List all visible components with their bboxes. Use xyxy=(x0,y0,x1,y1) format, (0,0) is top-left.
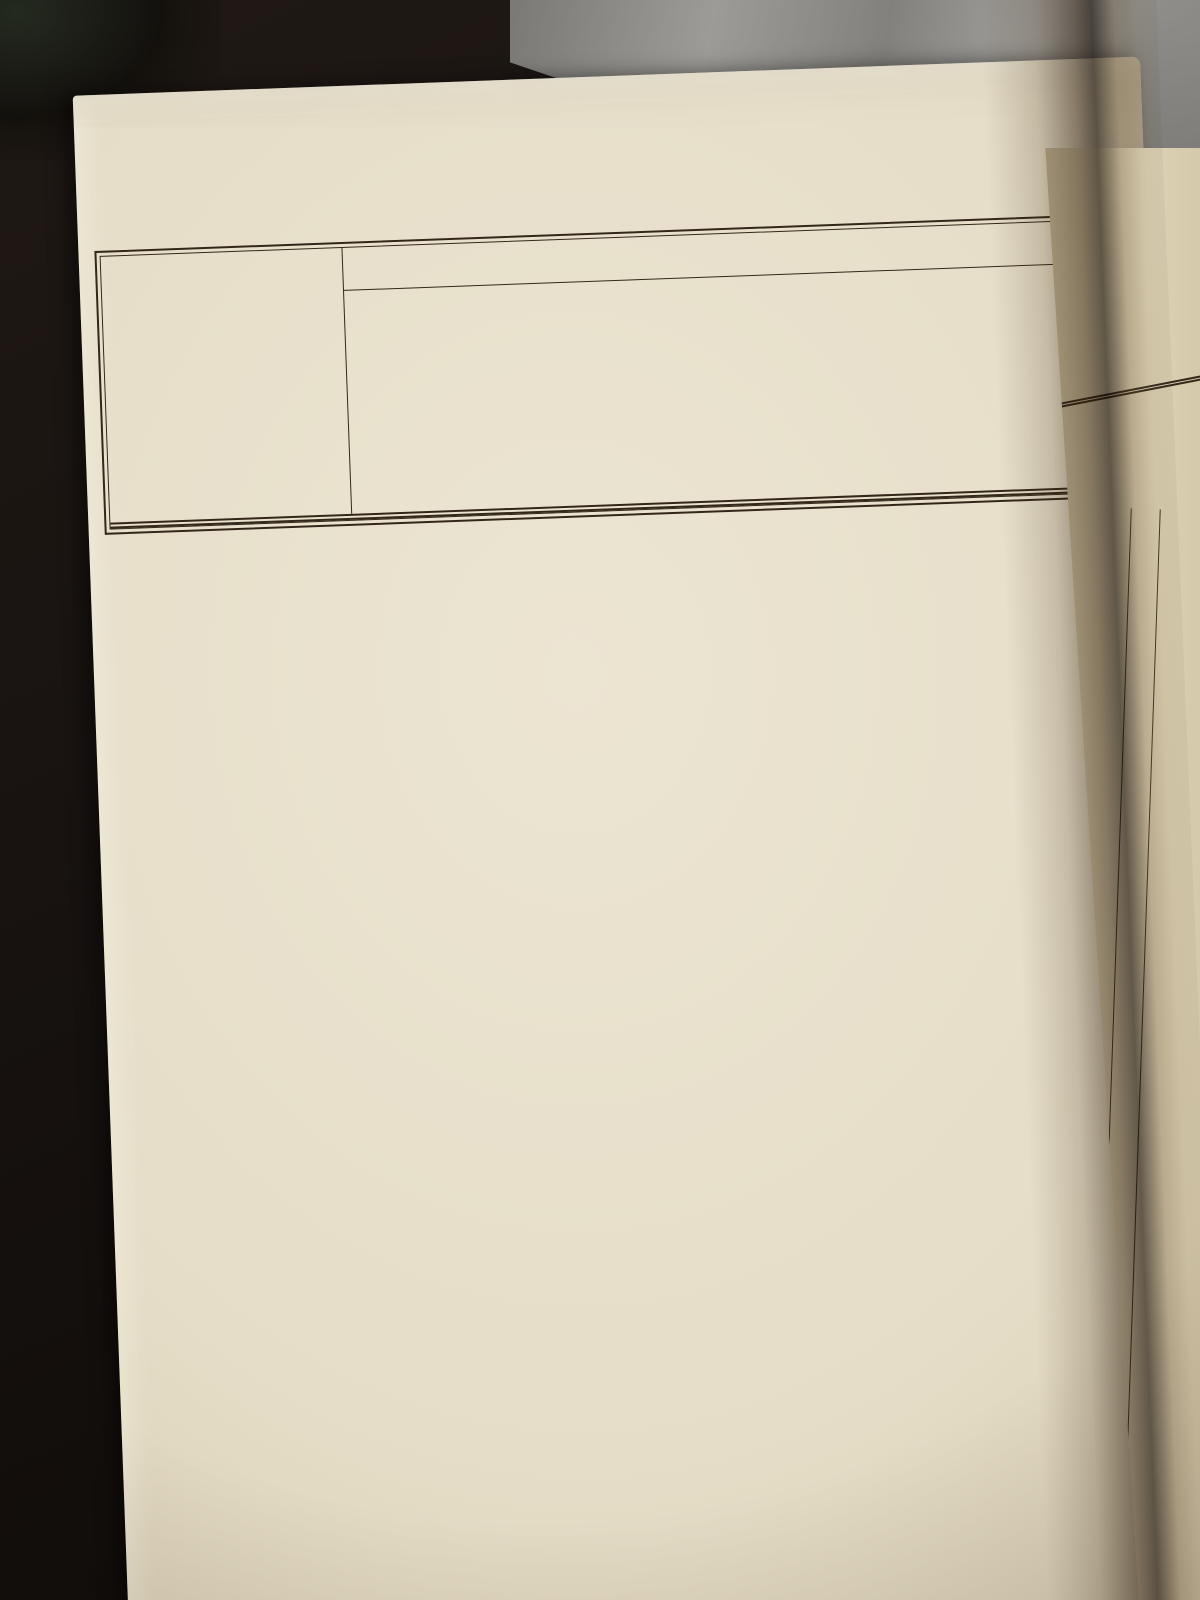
header-groups xyxy=(342,219,1153,514)
table-header xyxy=(101,219,1154,529)
group-headers xyxy=(344,262,1154,514)
page-number xyxy=(577,193,797,201)
row-axis-header xyxy=(101,248,353,523)
statistics-table xyxy=(94,212,1160,535)
right-page-rule xyxy=(1054,370,1200,409)
table-inner-border xyxy=(100,218,1155,530)
left-page xyxy=(73,57,1200,1600)
